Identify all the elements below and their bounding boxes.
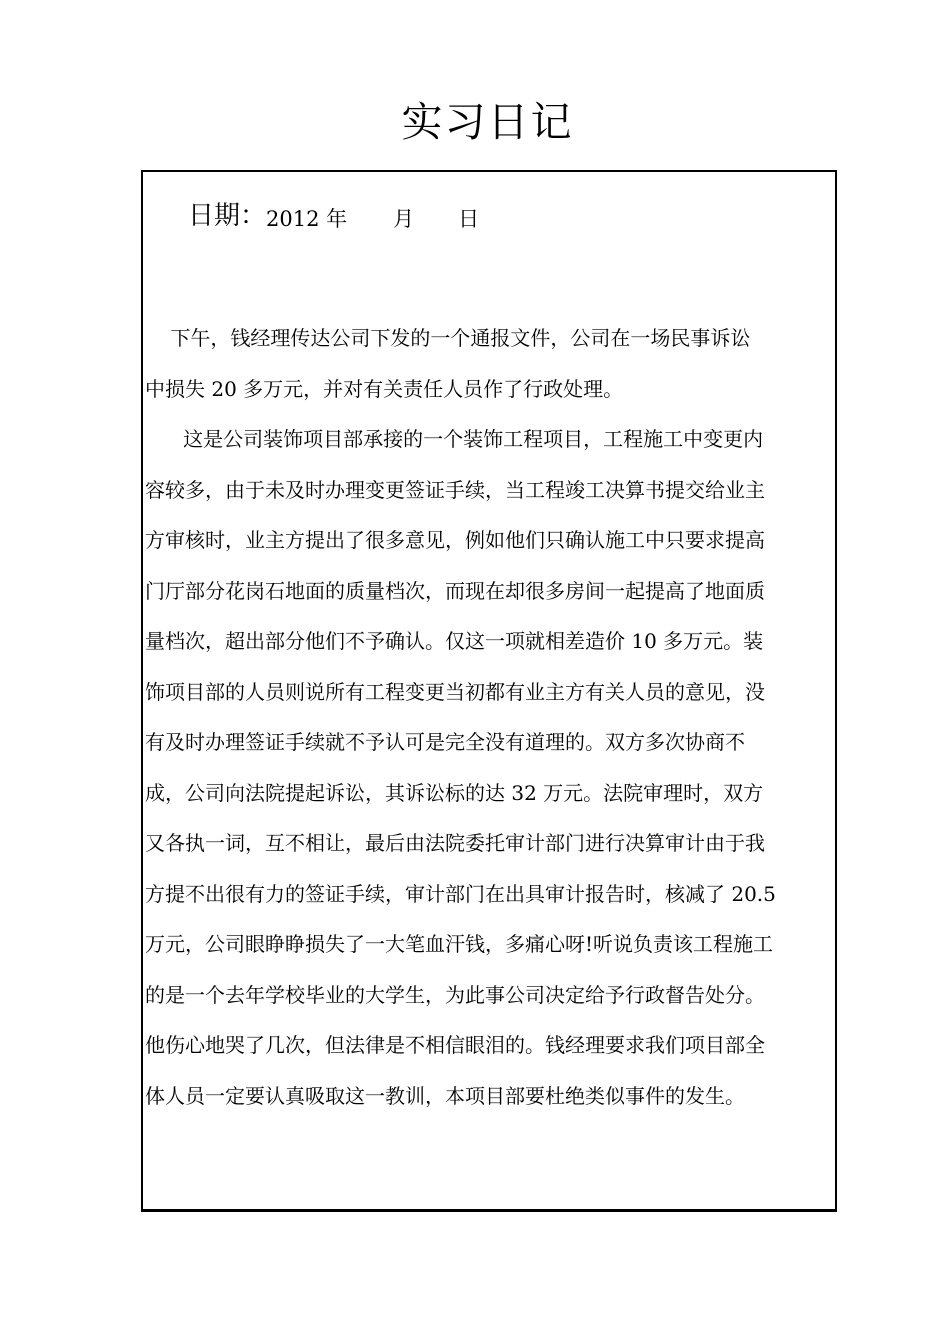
date-line — [188, 196, 479, 237]
paragraph-line: 万元，公司眼睁睁损失了一大笔血汗钱，多痛心呀!听说负责该工程施工 — [145, 932, 774, 956]
paragraph-line: 中损失 20 多万元，并对有关责任人员作了行政处理。 — [145, 376, 624, 401]
paragraph-line: 体人员一定要认真吸取这一教训，本项目部要杜绝类似事件的发生。 — [145, 1083, 745, 1108]
diary-paragraph-2 — [145, 414, 835, 1121]
date-day-label: 日 — [458, 207, 480, 231]
date-label: 日期： — [188, 201, 267, 231]
paragraph-line: 的是一个去年学校毕业的大学生，为此事公司决定给予行政督告处分。 — [145, 982, 765, 1007]
paragraph-line: 下午，钱经理传达公司下发的一个通报文件，公司在一场民事诉讼 — [145, 326, 751, 350]
paragraph-line: 成，公司向法院提起诉讼，其诉讼标的达 32 万元。法院审理时，双方 — [145, 780, 764, 805]
paragraph-line: 容较多，由于未及时办理变更签证手续，当工程竣工决算书提交给业主 — [145, 477, 765, 502]
paragraph-line: 方审核时，业主方提出了很多意见，例如他们只确认施工中只要求提高 — [145, 528, 765, 552]
paragraph-line: 饰项目部的人员则说所有工程变更当初都有业主方有关人员的意见，没 — [145, 679, 765, 704]
paragraph-line: 有及时办理签证手续就不予认可是完全没有道理的。双方多次协商不 — [145, 730, 745, 754]
diary-paragraph-1 — [145, 313, 835, 414]
date-month-label: 月 — [393, 207, 415, 231]
paragraph-line: 量档次，超出部分他们不予确认。仅这一项就相差造价 10 多万元。装 — [145, 629, 764, 653]
paragraph-line: 又各执一词，互不相让，最后由法院委托审计部门进行决算审计由于我 — [145, 831, 765, 855]
date-year-value: 2012 年 — [266, 207, 348, 231]
paragraph-line: 这是公司装饰项目部承接的一个装饰工程项目，工程施工中变更内 — [145, 427, 764, 451]
document-title: 实习日记 — [401, 98, 574, 146]
paragraph-line: 方提不出很有力的签证手续，审计部门在出具审计报告时，核减了 20.5 — [145, 881, 776, 906]
paragraph-line: 门厅部分花岗石地面的质量档次，而现在却很多房间一起提高了地面质 — [145, 578, 765, 603]
paragraph-line: 他伤心地哭了几次，但法律是不相信眼泪的。钱经理要求我们项目部全 — [145, 1033, 765, 1057]
